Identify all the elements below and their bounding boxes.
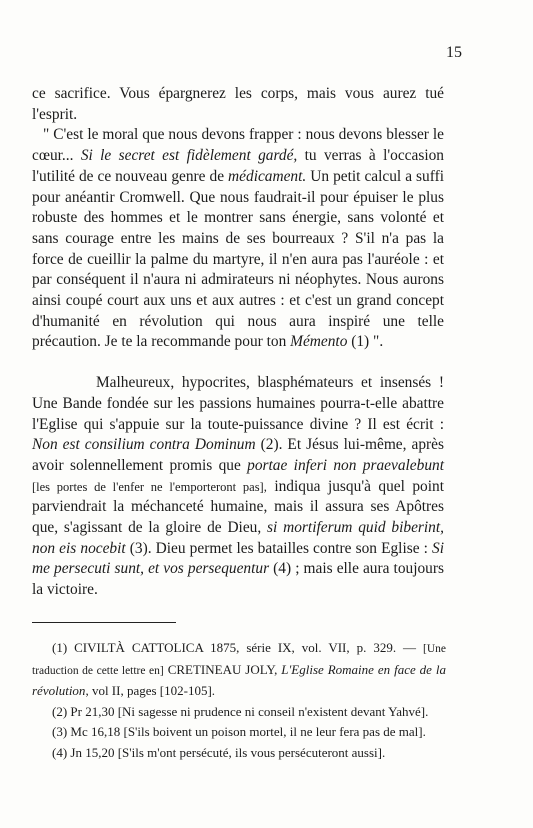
text-run: (2). Et Jésus lui-même, après avoir solennellement promis que [32,436,444,474]
text-run: (1) CIVILTÀ CATTOLICA 1875, série IX, vol. VII, p. 329. — [52,640,423,655]
text-run: (1) ". [347,333,384,351]
footnote-divider [32,622,176,623]
italic-run: Non est consilium contra Dominum [32,436,256,454]
italic-run: Si me persecuti sunt, et vos persequentur [32,539,444,578]
paragraph-3 [32,373,444,601]
italic-run: L'Eglise Romaine en face de la révolution [32,661,446,698]
footnotes [32,638,446,763]
paragraph-1: ce sacrifice. Vous épargnerez les corps, mais vous aurez tué l'esprit. [32,85,444,123]
text-run: indiqua jusqu'à quel point parviendrait la méchanceté humaine, mais il assura ses Apôtres que, s'agissant de la gloire de Dieu, [32,477,444,537]
text-run: (3). Dieu permet les batailles contre son Eglise : [125,539,433,557]
text-run: Un petit calcul a suffi pour anéantir Cromwell. Que nous faudrait-il pour épuiser le plus robuste des hommes et le montrer sans énergie, sans volonté et sans courage entre les mains de ses bourreaux ? S'il n'a pas la force de cueillir la palme du martyre, il n'en aura pas l'auréole : et par conséquent il n'aura ni admirateurs ni néophytes. Nous aurons ainsi coupé court aux uns et aux autres : et c'est un grand concept d'humanité en révolution qui nous aura inspiré une telle précaution. Je te la recommande pour ton [32,167,444,351]
italic-run: Si le secret est fidèlement gardé, [80,147,298,165]
italic-run: portae inferi non praevalebunt [247,456,444,474]
text-run: " C'est le moral que nous devons frapper : nous devons blesser le cœur... [32,126,444,165]
italic-run: si mortiferum quid biberint, non eis nocebit [32,519,444,557]
footnote-2: (2) Pr 21,30 [Ni sagesse ni prudence ni conseil n'existent devant Yahvé]. [52,703,429,719]
text-run: tu verras à l'occasion l'utilité de ce nouveau genre de [32,147,444,185]
bracket-translation: [les portes de l'enfer ne l'emporteront pas], [32,479,267,494]
paragraph-2 [32,125,444,353]
text-run: Malheureux, hypocrites, blasphémateurs et insensés ! Une Bande fondée sur les passions humaines pourra-t-elle abattre l'Eglise qui s'appuie sur la toute-puissance divine ? Il est écrit : [32,374,444,433]
text-run: CRETINEAU JOLY, [163,661,282,677]
footnote-1 [32,638,446,702]
text-run: [Une traduction de cette lettre en] [32,643,446,677]
text-run: (4) ; mais elle aura toujours la victoire. [32,560,444,599]
footnote-4: (4) Jn 15,20 [S'ils m'ont persécuté, ils vous persécuteront aussi]. [52,744,386,760]
paragraph-gap [32,353,444,373]
italic-run: Mémento [290,333,348,351]
footnote-3: (3) Mc 16,18 [S'ils boivent un poison mortel, il ne leur fera pas de mal]. [52,724,426,739]
page-number: 15 [446,44,462,61]
italic-run: médicament. [228,167,307,185]
text-run: , vol II, pages [102-105]. [85,683,216,698]
main-text [32,84,444,601]
